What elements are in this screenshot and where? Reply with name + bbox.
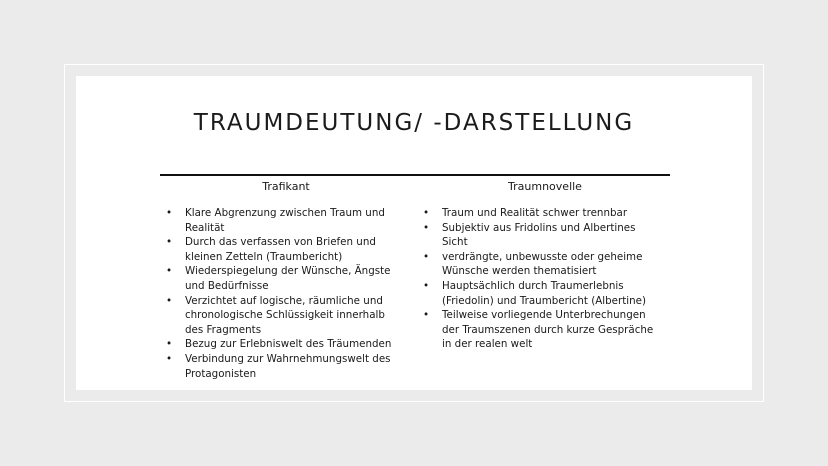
bullet-icon: • (166, 265, 173, 278)
list-item-text: Verzichtet auf logische, räumliche und chronologische Schlüssigkeit innerhalb des Fragments (185, 294, 385, 336)
list-item-text: Subjektiv aus Fridolins und Albertines Sicht (442, 221, 636, 249)
list-item (423, 221, 659, 250)
bullet-icon: • (166, 207, 173, 219)
list-item (166, 294, 402, 338)
column-header-traumnovelle: Traumnovelle (508, 180, 582, 193)
list-item (423, 308, 659, 352)
list-item-text: verdrängte, unbewusste oder geheime Wünsche werden thematisiert (442, 250, 643, 278)
bullet-icon: • (166, 338, 173, 351)
bullet-icon: • (166, 236, 173, 249)
bullet-icon: • (423, 207, 430, 219)
bullet-icon: • (423, 309, 430, 322)
slide (76, 76, 752, 390)
table-header-rule (160, 174, 670, 176)
column-header-trafikant: Trafikant (262, 180, 310, 193)
list-item (166, 264, 402, 293)
list-item-text: Teilweise vorliegende Unterbrechungen der Traumszenen durch kurze Gespräche in der realen welt (442, 309, 654, 351)
bullet-list-traumnovelle (423, 206, 659, 352)
list-item-text: Hauptsächlich durch Traumerlebnis (Friedolin) und Traumbericht (Albertine) (442, 279, 646, 307)
list-item (166, 235, 402, 264)
list-item (423, 250, 659, 279)
bullet-list-trafikant (166, 206, 402, 381)
list-item-text: Verbindung zur Wahrnehmungswelt des Protagonisten (185, 352, 391, 380)
bullet-icon: • (166, 352, 173, 365)
list-item (166, 337, 402, 352)
list-item (166, 206, 402, 235)
slide-title: TRAUMDEUTUNG/ -DARSTELLUNG (193, 110, 635, 136)
bullet-icon: • (423, 221, 430, 234)
list-item-text: Bezug zur Erlebniswelt des Träumenden (185, 338, 392, 351)
bullet-icon: • (423, 250, 430, 263)
bullet-icon: • (423, 279, 430, 292)
list-item-text: Wiederspiegelung der Wünsche, Ängste und Bedürfnisse (185, 265, 391, 292)
list-item (423, 279, 659, 308)
bullet-icon: • (166, 294, 173, 307)
list-item (423, 206, 659, 221)
list-item-text: Durch das verfassen von Briefen und kleinen Zetteln (Traumbericht) (185, 236, 376, 263)
list-item (166, 352, 402, 381)
list-item-text: Klare Abgrenzung zwischen Traum und Realität (185, 207, 385, 234)
list-item-text: Traum und Realität schwer trennbar (442, 207, 628, 219)
